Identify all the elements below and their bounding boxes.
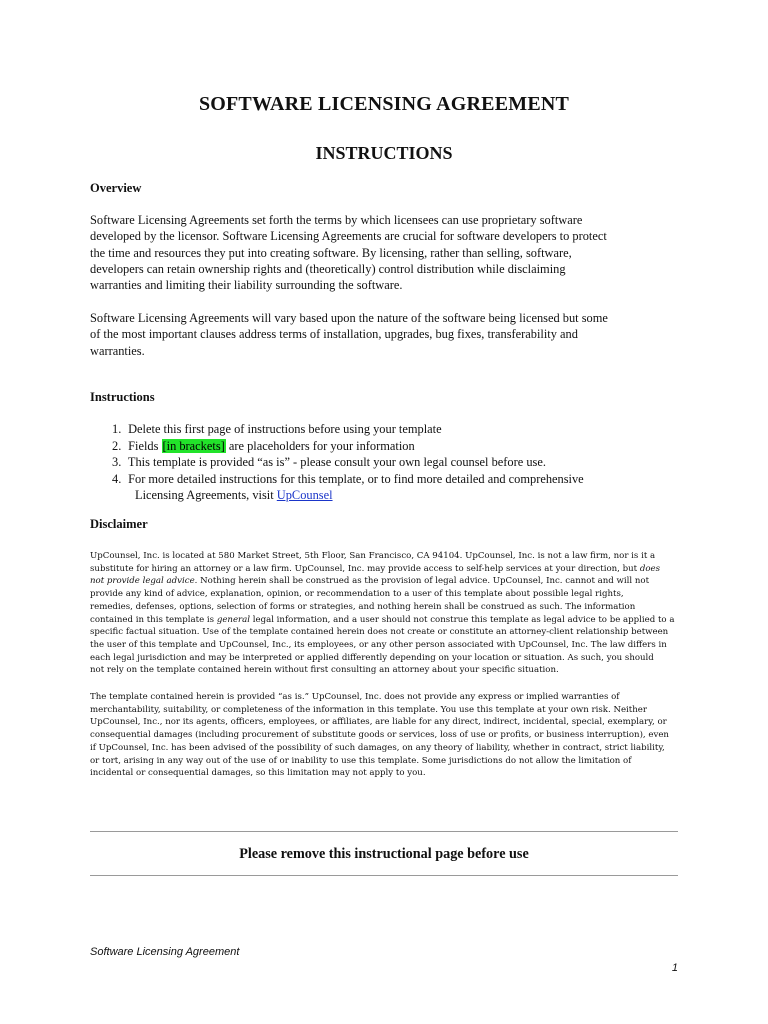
text-line: [90, 614, 680, 627]
text-line: Software Licensing Agreements will vary based upon the nature of the software being licensed but some: [90, 311, 608, 325]
overview-heading: Overview: [90, 181, 142, 195]
disclaimer-paragraph-2: [90, 691, 680, 780]
remove-page-notice: Please remove this instructional page before use: [239, 846, 529, 862]
instructions-title: INSTRUCTIONS: [315, 143, 453, 163]
footer-document-name: Software Licensing Agreement: [90, 946, 240, 958]
emphasis-text: not provide legal advice.: [90, 576, 198, 587]
list-item-text: Licensing Agreements, visit: [135, 488, 277, 502]
text-span: substitute for hiring an attorney or a law firm. UpCounsel, Inc. may provide access to self-help services at your direction, but: [90, 563, 640, 574]
disclaimer-paragraph-1: [90, 550, 680, 677]
instructions-list: [112, 421, 672, 504]
text-span: Nothing herein shall be construed as the provision of legal advice. UpCounsel, Inc. cannot and will not: [197, 576, 650, 587]
list-number: 4.: [112, 471, 122, 486]
list-item-text: are placeholders for your information: [225, 438, 415, 453]
list-item: [112, 438, 672, 455]
list-item-text: Delete this first page of instructions before using your template: [128, 422, 442, 436]
list-number: 2.: [112, 438, 122, 453]
list-item: [112, 421, 672, 438]
list-number: 3.: [112, 455, 122, 469]
list-item-text: Fields: [128, 438, 162, 453]
text-line: developed by the licensor. Software Licensing Agreements are crucial for software developers to protect: [90, 229, 607, 244]
text-line: merchantability, suitability, or completeness of the information in this template. You use this template at your own risk. Neither: [90, 704, 647, 715]
text-line: each legal jurisdiction and may be interpreted or applied differently depending on your location or situation. As such, you should: [90, 652, 654, 663]
text-line: warranties and limiting their liability surrounding the software.: [90, 278, 403, 293]
list-item-text: For more detailed instructions for this template, or to find more detailed and comprehensive: [128, 471, 584, 486]
text-line: consequential damages (including procurement of substitute goods or services, loss of use or profits, or business interruption), even: [90, 730, 669, 741]
text-line: UpCounsel, Inc., nor its agents, officers, employees, or affiliates, are liable for any direct, indirect, incidental, special, exemplary, or: [90, 717, 667, 728]
list-item: [112, 471, 672, 488]
text-line: developers can retain ownership rights and (theoretically) control distribution while disclaiming: [90, 261, 566, 276]
upcounsel-link[interactable]: UpCounsel: [276, 488, 333, 502]
disclaimer-heading: Disclaimer: [90, 517, 148, 531]
text-line: provide any kind of advice, explanation, opinion, or recommendation to a user of this template about possible legal rights,: [90, 589, 624, 600]
text-line: warranties.: [90, 343, 145, 358]
text-line: The template contained herein is provided “as is.” UpCounsel, Inc. does not provide any express or implied warranties of: [90, 692, 620, 702]
list-item: [112, 454, 672, 471]
text-line: not rely on the template contained herein without first consulting an attorney about your specific situation.: [90, 665, 559, 676]
list-item-text: This template is provided “as is” - please consult your own legal counsel before use.: [127, 455, 546, 469]
instructions-heading: Instructions: [90, 390, 155, 404]
text-span: contained in this template is: [90, 614, 217, 625]
text-span: legal information, and a user should not construe this template as legal advice to be applied to a: [250, 614, 675, 625]
page-number: 1: [671, 962, 678, 974]
text-line: the time and resources they put into creating software. By licensing, rather than selling, software,: [90, 245, 572, 260]
overview-paragraph-2: [90, 310, 680, 359]
text-line: [90, 563, 680, 576]
emphasis-text: does: [639, 563, 661, 574]
text-line: of the most important clauses address terms of installation, upgrades, bug fixes, transferability and: [90, 327, 578, 342]
document-title: SOFTWARE LICENSING AGREEMENT: [198, 93, 570, 115]
text-line: specific factual situation. Use of the template contained herein does not create or constitute an attorney-client relationship between: [90, 627, 669, 638]
text-line: or tort, arising in any way out of the use of or inability to use this template. Some jurisdictions do not allow the limitation of: [90, 755, 632, 766]
emphasis-text: general: [216, 614, 251, 625]
placeholder-highlight: [in brackets]: [162, 438, 225, 453]
text-line: if UpCounsel, Inc. has been advised of the possibility of such damages, on any theory of liability, whether in contract, strict liability,: [90, 742, 665, 753]
text-line: Software Licensing Agreements set forth the terms by which licensees can use proprietary software: [90, 213, 583, 227]
text-line: the user of this template and UpCounsel, Inc., its employees, or any other person associated with UpCounsel, Inc. The law differs in: [90, 639, 667, 650]
text-line: [90, 575, 680, 588]
overview-paragraph-1: [90, 212, 680, 293]
list-number: 1.: [112, 422, 122, 436]
text-line: remedies, defenses, options, selection of forms or strategies, and nothing herein shall be construed as such. The information: [90, 601, 636, 612]
divider-bottom: [90, 875, 678, 876]
text-line: UpCounsel, Inc. is located at 580 Market Street, 5th Floor, San Francisco, CA 94104. UpCounsel, Inc. is not a law firm, nor is it a: [90, 551, 656, 561]
list-item-continuation: [112, 487, 672, 504]
text-line: incidental or consequential damages, so this limitation may not apply to you.: [90, 768, 426, 779]
divider-top: [90, 831, 678, 832]
